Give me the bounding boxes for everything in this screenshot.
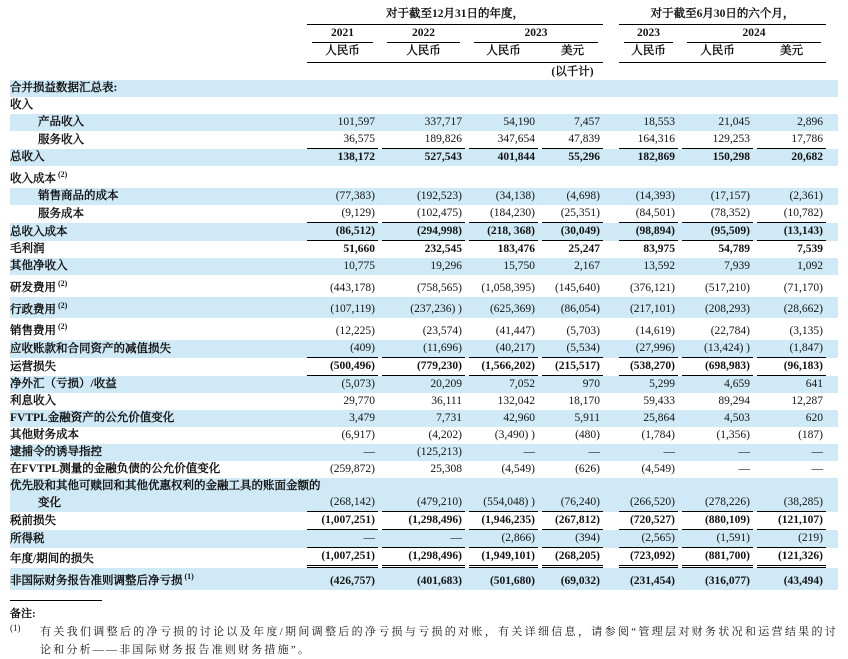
row-label bbox=[10, 188, 305, 205]
cell-value: (779,230) bbox=[382, 358, 465, 376]
unit-note: (以千计) bbox=[551, 66, 594, 78]
table-row bbox=[10, 478, 838, 512]
row-label-text: 服务收入 bbox=[38, 134, 84, 146]
unit-note-row bbox=[10, 63, 838, 80]
cell-value: 42,960 bbox=[503, 412, 535, 425]
year-header: 2022 bbox=[387, 25, 460, 43]
cell-value: (40,217) bbox=[469, 340, 538, 358]
row-label bbox=[10, 80, 305, 97]
footnote-divider bbox=[10, 600, 102, 601]
row-label bbox=[10, 258, 305, 275]
table-row bbox=[10, 188, 838, 205]
cell-value: 527,543 bbox=[424, 151, 462, 163]
cell-value: (500,496) bbox=[307, 358, 378, 376]
table-row bbox=[10, 358, 838, 376]
row-label bbox=[10, 512, 305, 530]
currency-header: 人民币 bbox=[325, 45, 360, 57]
cell-value: (316,077) bbox=[704, 575, 750, 588]
cell-value: 7,939 bbox=[724, 259, 750, 272]
year-header: 2024 bbox=[687, 25, 821, 43]
row-label bbox=[10, 114, 305, 131]
cell-value: (538,270) bbox=[619, 358, 678, 376]
cell-value: — bbox=[738, 446, 750, 459]
cell-value: 138,172 bbox=[337, 151, 375, 163]
cell-value: (5,073) bbox=[341, 378, 375, 391]
cell-value: (1,946,235) bbox=[469, 512, 538, 530]
table-row bbox=[10, 149, 838, 166]
cell-value: 337,717 bbox=[424, 116, 462, 128]
table-row bbox=[10, 258, 838, 275]
cell-value: 401,844 bbox=[497, 151, 535, 163]
cell-value: 641 bbox=[805, 378, 823, 391]
cell-value: 3,479 bbox=[349, 412, 375, 425]
footnote-ref: (2) bbox=[56, 300, 68, 310]
cell-value: 2,167 bbox=[574, 259, 600, 272]
cell-value: (78,352) bbox=[682, 205, 753, 223]
cell-value: (217,101) bbox=[629, 303, 675, 316]
table-row bbox=[10, 512, 838, 530]
year-header: 2021 bbox=[312, 25, 373, 43]
cell-value: (294,998) bbox=[382, 223, 465, 241]
cell-value: (4,698) bbox=[566, 189, 600, 202]
cell-value: (1,058,395) bbox=[481, 281, 535, 294]
row-label bbox=[10, 376, 305, 393]
header-underline bbox=[307, 62, 603, 63]
row-label bbox=[10, 461, 305, 478]
row-label-text: 收入 bbox=[10, 99, 33, 111]
cell-value: (1,007,251) bbox=[307, 548, 378, 568]
row-label bbox=[10, 358, 305, 376]
footnote-marker: (1) bbox=[10, 623, 21, 634]
cell-value: 232,545 bbox=[424, 242, 462, 255]
cell-value: 13,592 bbox=[643, 259, 675, 272]
cell-value: (758,565) bbox=[416, 281, 462, 294]
table-row bbox=[10, 223, 838, 241]
currency-header: 人民币 bbox=[486, 45, 521, 57]
footnote-text: 有关我们调整后的净亏损的讨论以及年度/期间调整后的净亏损与亏损的对账，有关详细信息，请参阅“管理层对财务状况和运营结果的讨论和分析——非国际财务报告准则财务措施”。 bbox=[40, 626, 838, 657]
cell-value: (723,092) bbox=[619, 548, 678, 568]
table-row bbox=[10, 548, 838, 568]
table-body bbox=[10, 80, 838, 590]
cell-value: (28,662) bbox=[783, 303, 823, 316]
cell-value: (13,424) ) bbox=[682, 340, 753, 358]
table-row bbox=[10, 97, 838, 114]
cell-value: (121,107) bbox=[757, 512, 826, 530]
cell-value: (3,490) ) bbox=[494, 429, 535, 442]
cell-value: — bbox=[663, 446, 675, 459]
currency-row bbox=[10, 43, 838, 60]
cell-value: 4,503 bbox=[724, 412, 750, 425]
row-label bbox=[10, 149, 305, 166]
row-label-text: 毛利润 bbox=[10, 242, 45, 255]
currency-header: 人民币 bbox=[631, 45, 666, 57]
cell-value: — bbox=[811, 463, 823, 476]
table-row bbox=[10, 131, 838, 149]
cell-value: (1,298,496) bbox=[382, 512, 465, 530]
cell-value: (125,213) bbox=[416, 446, 462, 459]
cell-value: 18,553 bbox=[643, 116, 675, 128]
cell-value: (4,202) bbox=[428, 429, 462, 442]
cell-value: (77,383) bbox=[335, 189, 375, 202]
cell-value: (30,049) bbox=[542, 223, 603, 241]
cell-value: 5,299 bbox=[649, 378, 675, 391]
cell-value: 15,750 bbox=[503, 259, 535, 272]
table-row bbox=[10, 568, 838, 590]
cell-value: (3,135) bbox=[789, 325, 823, 338]
row-label-text: 逮捕令的诱导指控 bbox=[10, 446, 102, 459]
row-label-text: 非国际财务报告准则调整后净亏损 $^{(1)}$ bbox=[10, 572, 194, 588]
cell-value: 25,308 bbox=[430, 463, 462, 476]
cell-value: (1,591) bbox=[682, 530, 753, 548]
cell-value: 54,789 bbox=[718, 242, 750, 255]
cell-value: (121,326) bbox=[757, 548, 826, 568]
cell-value: (86,054) bbox=[560, 303, 600, 316]
table-row bbox=[10, 376, 838, 393]
cell-value: 7,731 bbox=[436, 412, 462, 425]
table-row bbox=[10, 80, 838, 97]
cell-value: 19,296 bbox=[430, 259, 462, 272]
period-group-title: 对于截至12月31日的年度， bbox=[307, 6, 603, 25]
row-label-text: 合并损益数据汇总表: bbox=[10, 82, 118, 94]
period-group-row bbox=[10, 6, 838, 25]
row-label-text: 在FVTPL测量的金融负债的公允价值变化 bbox=[10, 463, 221, 476]
cell-value: (13,143) bbox=[757, 223, 826, 241]
row-label bbox=[10, 548, 305, 568]
cell-value: 18,170 bbox=[568, 395, 600, 408]
cell-value: (11,696) bbox=[382, 340, 465, 358]
table-row bbox=[10, 340, 838, 358]
cell-value: (479,210) bbox=[382, 494, 465, 512]
row-label-text: 税前损失 bbox=[10, 515, 56, 528]
table-row bbox=[10, 275, 838, 297]
cell-value: — bbox=[738, 463, 750, 476]
cell-value: (84,501) bbox=[619, 205, 678, 223]
cell-value: 89,294 bbox=[718, 395, 750, 408]
cell-value: 132,042 bbox=[497, 395, 535, 408]
row-label bbox=[10, 530, 305, 548]
year-row bbox=[10, 25, 838, 43]
cell-value: 129,253 bbox=[682, 131, 753, 149]
cell-value: — bbox=[363, 446, 375, 459]
cell-value: 59,433 bbox=[643, 395, 675, 408]
cell-value: — bbox=[811, 446, 823, 459]
cell-value: 36,575 bbox=[307, 131, 378, 149]
row-label bbox=[10, 223, 305, 241]
cell-value: (1,784) bbox=[641, 429, 675, 442]
cell-value: 83,975 bbox=[643, 242, 675, 255]
cell-value: (4,549) bbox=[501, 463, 535, 476]
footnote-item bbox=[10, 623, 838, 659]
cell-value: — bbox=[588, 446, 600, 459]
footnote-ref: (2) bbox=[56, 278, 68, 288]
currency-header: 美元 bbox=[561, 45, 584, 57]
cell-value: 1,092 bbox=[797, 259, 823, 272]
row-label bbox=[10, 241, 305, 258]
row-label-text: 应收账款和合同资产的减值损失 bbox=[10, 343, 171, 356]
row-label bbox=[10, 131, 305, 149]
cell-value: 54,190 bbox=[503, 116, 535, 128]
cell-value: (218, 368) bbox=[469, 223, 538, 241]
cell-value: (268,142) bbox=[307, 494, 378, 512]
cell-value: 17,786 bbox=[757, 131, 826, 149]
cell-value: (626) bbox=[575, 463, 600, 476]
cell-value: (267,812) bbox=[542, 512, 603, 530]
cell-value: (1,356) bbox=[716, 429, 750, 442]
cell-value: (14,393) bbox=[635, 189, 675, 202]
cell-value: 12,287 bbox=[791, 395, 823, 408]
cell-value: — bbox=[523, 446, 535, 459]
cell-value: 970 bbox=[582, 378, 600, 391]
row-label-text: 净外汇（亏损）/收益 bbox=[10, 378, 117, 391]
cell-value: 36,111 bbox=[431, 395, 462, 408]
row-label-text: 收入成本 $^{(2)}$ bbox=[10, 170, 68, 185]
cell-value: (268,205) bbox=[542, 548, 603, 568]
year-header: 2023 bbox=[624, 25, 673, 43]
cell-value: (10,782) bbox=[757, 205, 826, 223]
row-label-text: 所得税 bbox=[10, 533, 45, 546]
cell-value: (69,032) bbox=[560, 575, 600, 588]
row-label-text: 销售商品的成本 bbox=[38, 189, 119, 202]
cell-value: (219) bbox=[757, 530, 826, 548]
cell-value: 7,052 bbox=[509, 378, 535, 391]
row-label bbox=[10, 568, 305, 590]
row-label bbox=[10, 97, 305, 114]
cell-value: (17,157) bbox=[710, 189, 750, 202]
footnote-ref: (1) bbox=[182, 572, 194, 582]
cell-value: 25,864 bbox=[643, 412, 675, 425]
cell-value: 7,457 bbox=[574, 116, 600, 128]
row-label bbox=[10, 340, 305, 358]
cell-value: (184,230) bbox=[469, 205, 538, 223]
cell-value: (2,866) bbox=[469, 530, 538, 548]
footnotes bbox=[10, 600, 838, 659]
row-label bbox=[10, 275, 305, 297]
cell-value: — bbox=[307, 530, 378, 548]
cell-value: (698,983) bbox=[682, 358, 753, 376]
row-label-text: 销售费用 $^{(2)}$ bbox=[10, 322, 68, 338]
row-label bbox=[10, 410, 305, 427]
row-label bbox=[10, 166, 305, 188]
year-header: 2023 bbox=[474, 25, 598, 43]
cell-value: 20,209 bbox=[430, 378, 462, 391]
table-row bbox=[10, 241, 838, 258]
cell-value: (231,454) bbox=[629, 575, 675, 588]
cell-value: (720,527) bbox=[619, 512, 678, 530]
cell-value: (401,683) bbox=[416, 575, 462, 588]
row-label bbox=[10, 427, 305, 444]
cell-value: (9,129) bbox=[307, 205, 378, 223]
row-label-text: 运营损失 bbox=[10, 361, 56, 374]
cell-value: 51,660 bbox=[343, 242, 375, 255]
cell-value: 347,654 bbox=[469, 131, 538, 149]
table-header bbox=[10, 6, 838, 80]
table-row bbox=[10, 166, 838, 188]
footnote-ref: (2) bbox=[56, 322, 68, 332]
cell-value: (192,523) bbox=[416, 189, 462, 202]
cell-value: 55,296 bbox=[568, 151, 600, 163]
footnotes-heading: 备注: bbox=[10, 608, 36, 621]
row-label bbox=[10, 393, 305, 410]
cell-value: (43,494) bbox=[783, 575, 823, 588]
cell-value: (208,293) bbox=[704, 303, 750, 316]
table-row bbox=[10, 114, 838, 131]
cell-value: (259,872) bbox=[329, 463, 375, 476]
cell-value: (145,640) bbox=[554, 281, 600, 294]
table-row bbox=[10, 444, 838, 461]
cell-value: 20,682 bbox=[791, 151, 823, 163]
cell-value: (86,512) bbox=[307, 223, 378, 241]
cell-value: (1,298,496) bbox=[382, 548, 465, 568]
cell-value: 4,659 bbox=[724, 378, 750, 391]
row-label-text: 其他净收入 bbox=[10, 259, 68, 272]
cell-value: (4,549) bbox=[641, 463, 675, 476]
cell-value: (1,007,251) bbox=[307, 512, 378, 530]
row-label-text: 总收入 bbox=[10, 151, 45, 163]
cell-value: (187) bbox=[798, 429, 823, 442]
cell-value: (2,361) bbox=[789, 189, 823, 202]
row-label-text: FVTPL金融资产的公允价值变化 bbox=[10, 412, 175, 425]
currency-header: 人民币 bbox=[700, 45, 735, 57]
row-label-text: 利息收入 bbox=[10, 395, 56, 408]
cell-value: (12,225) bbox=[335, 325, 375, 338]
cell-value: 21,045 bbox=[718, 116, 750, 128]
cell-value: 182,869 bbox=[637, 151, 675, 163]
cell-value: (6,917) bbox=[341, 429, 375, 442]
cell-value: 164,316 bbox=[619, 131, 678, 149]
cell-value: (23,574) bbox=[422, 325, 462, 338]
cell-value: 25,247 bbox=[568, 242, 600, 255]
cell-value: (1,949,101) bbox=[469, 548, 538, 568]
cell-value: 29,770 bbox=[343, 395, 375, 408]
cell-value: 7,539 bbox=[797, 242, 823, 255]
cell-value: (76,240) bbox=[542, 494, 603, 512]
cell-value: (625,369) bbox=[489, 303, 535, 316]
cell-value: (2,565) bbox=[619, 530, 678, 548]
cell-value: 101,597 bbox=[337, 116, 375, 128]
cell-value: (25,351) bbox=[542, 205, 603, 223]
cell-value: 2,896 bbox=[797, 116, 823, 128]
cell-value: (237,236) ) bbox=[410, 303, 462, 316]
row-label-text: 服务成本 bbox=[38, 207, 84, 220]
table-row bbox=[10, 318, 838, 340]
cell-value: 183,476 bbox=[497, 242, 535, 255]
row-label bbox=[10, 297, 305, 319]
cell-value: (215,517) bbox=[542, 358, 603, 376]
cell-value: (96,183) bbox=[757, 358, 826, 376]
cell-value: (71,170) bbox=[783, 281, 823, 294]
cell-value: (394) bbox=[542, 530, 603, 548]
cell-value: (41,447) bbox=[495, 325, 535, 338]
cell-value: (443,178) bbox=[329, 281, 375, 294]
table-row bbox=[10, 297, 838, 319]
row-label-text: 研发费用 $^{(2)}$ bbox=[10, 278, 68, 294]
cell-value: (480) bbox=[575, 429, 600, 442]
table-row bbox=[10, 461, 838, 478]
row-label-text: 总收入成本 bbox=[10, 225, 68, 238]
row-label-line2: 变化 bbox=[38, 497, 61, 510]
row-label bbox=[10, 444, 305, 461]
cell-value: 150,298 bbox=[712, 151, 750, 163]
row-label-text: 优先股和其他可赎回和其他优惠权利的金融工具的账面金额的 bbox=[10, 480, 321, 493]
row-label bbox=[10, 205, 305, 223]
currency-header: 人民币 bbox=[406, 45, 441, 57]
period-group-title: 对于截至6月30日的六个月， bbox=[619, 6, 826, 25]
cell-value: (34,138) bbox=[495, 189, 535, 202]
table-row bbox=[10, 393, 838, 410]
cell-value: 620 bbox=[805, 412, 823, 425]
cell-value: (278,226) bbox=[682, 494, 753, 512]
cell-value: (107,119) bbox=[330, 303, 375, 316]
row-label-text: 行政费用 $^{(2)}$ bbox=[10, 300, 68, 316]
cell-value: (554,048) ) bbox=[469, 494, 538, 512]
cell-value: (98,894) bbox=[619, 223, 678, 241]
cell-value: (5,534) bbox=[542, 340, 603, 358]
cell-value: — bbox=[382, 530, 465, 548]
cell-value: (376,121) bbox=[629, 281, 675, 294]
cell-value: (102,475) bbox=[382, 205, 465, 223]
cell-value: (1,566,202) bbox=[469, 358, 538, 376]
cell-value: (501,680) bbox=[489, 575, 535, 588]
cell-value: (409) bbox=[307, 340, 378, 358]
cell-value: 10,775 bbox=[343, 259, 375, 272]
cell-value: (517,210) bbox=[704, 281, 750, 294]
table-row bbox=[10, 205, 838, 223]
footnote-ref: (2) bbox=[56, 170, 68, 179]
row-label-text: 年度/期间的损失 bbox=[10, 553, 94, 566]
cell-value: (14,619) bbox=[635, 325, 675, 338]
cell-value: (1,847) bbox=[757, 340, 826, 358]
cell-value: 189,826 bbox=[382, 131, 465, 149]
table-row bbox=[10, 427, 838, 444]
cell-value: (22,784) bbox=[710, 325, 750, 338]
cell-value: (426,757) bbox=[329, 575, 375, 588]
cell-value: (881,700) bbox=[682, 548, 753, 568]
table-row bbox=[10, 530, 838, 548]
header-underline bbox=[619, 62, 826, 63]
cell-value: (880,109) bbox=[682, 512, 753, 530]
row-label bbox=[10, 478, 321, 512]
cell-value: 47,839 bbox=[542, 131, 603, 149]
table-row bbox=[10, 410, 838, 427]
row-label-text: 其他财务成本 bbox=[10, 429, 79, 442]
cell-value: (266,520) bbox=[619, 494, 678, 512]
currency-header: 美元 bbox=[780, 45, 803, 57]
row-label bbox=[10, 318, 305, 340]
cell-value: (27,996) bbox=[619, 340, 678, 358]
row-label-text: 产品收入 bbox=[38, 116, 84, 128]
cell-value: (95,509) bbox=[682, 223, 753, 241]
cell-value: (38,285) bbox=[757, 494, 826, 512]
cell-value: 5,911 bbox=[574, 412, 600, 425]
cell-value: (5,703) bbox=[566, 325, 600, 338]
